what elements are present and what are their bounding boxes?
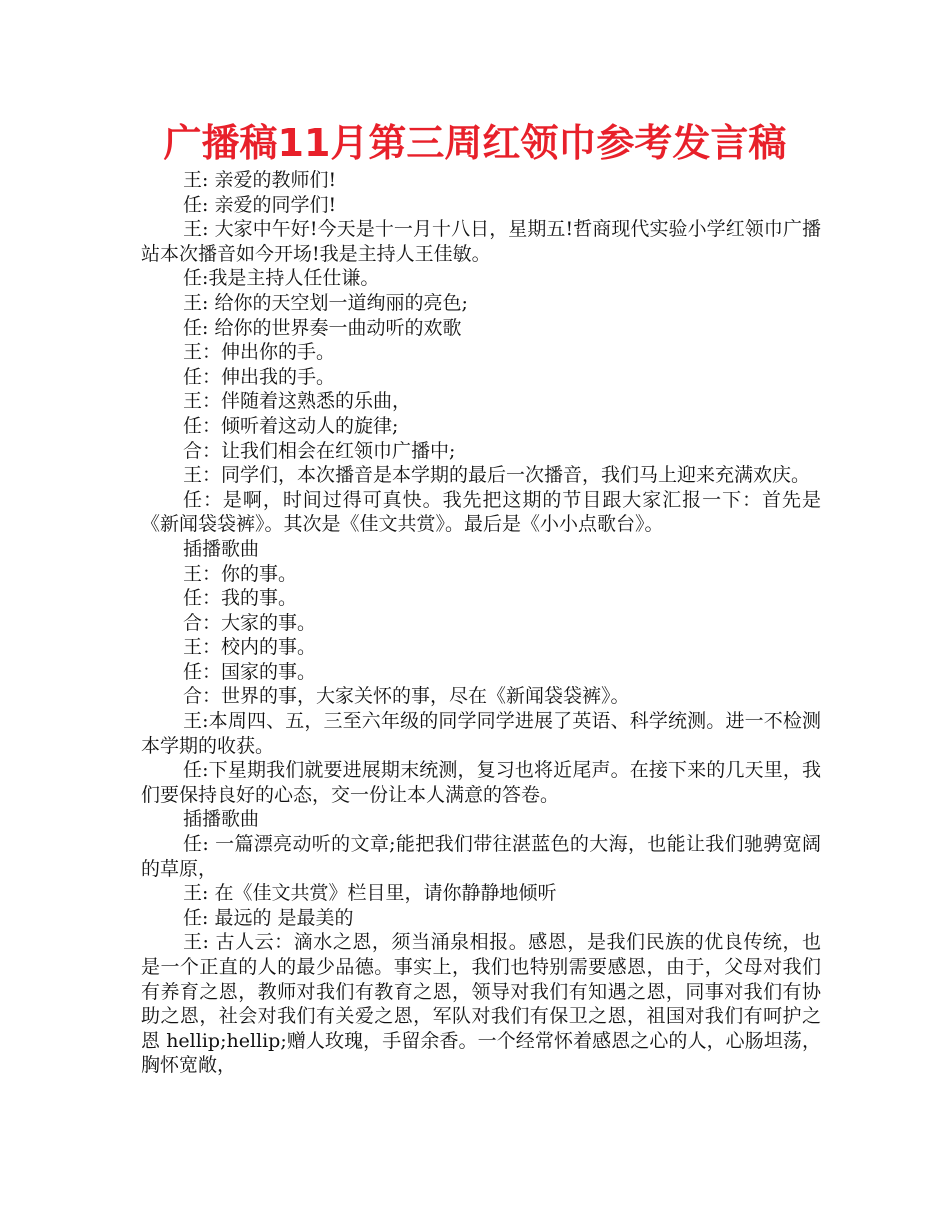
- paragraph: 任:下星期我们就要进展期末统测，复习也将近尾声。在接下来的几天里，我们要保持良好的心态，交一份让本人满意的答卷。: [141, 759, 821, 806]
- paragraph: 王: 亲爱的教师们!: [183, 169, 337, 191]
- paragraph: 任: 亲爱的同学们!: [183, 193, 337, 216]
- paragraph: 任：伸出我的手。: [183, 365, 336, 388]
- paragraph: 王：伸出你的手。: [183, 341, 336, 364]
- paragraph: 王：同学们，本次播音是本学期的最后一次播音，我们马上迎来充满欢庆。: [183, 464, 811, 487]
- paragraph: 任: 给你的世界奏一曲动听的欢歌: [183, 316, 462, 339]
- paragraph: 插播歌曲: [183, 808, 260, 831]
- paragraph: 合：世界的事，大家关怀的事，尽在《新闻袋袋裤》。: [183, 685, 630, 708]
- paragraph: 王: 在《佳文共赏》栏目里，请你静静地倾听: [183, 882, 557, 905]
- paragraph: 王：校内的事。: [183, 636, 317, 659]
- document-title: 广播稿11月第三周红领巾参考发言稿: [163, 121, 787, 165]
- paragraph: 任：我的事。: [183, 587, 298, 610]
- paragraph: 任: 最远的 是最美的: [183, 906, 354, 929]
- paragraph: 任: 一篇漂亮动听的文章;能把我们带往湛蓝色的大海，也能让我们驰骋宽阔的草原，: [141, 833, 821, 880]
- paragraph: 王：你的事。: [183, 562, 298, 585]
- paragraph: 任:我是主持人任仕谦。: [183, 267, 380, 290]
- paragraph: 合：让我们相会在红领巾广播中;: [183, 439, 456, 462]
- paragraph: 任：国家的事。: [183, 660, 317, 683]
- paragraph: 任：倾听着这动人的旋律;: [183, 414, 399, 437]
- paragraph: 王: 古人云：滴水之恩，须当涌泉相报。感恩，是我们民族的优良传统，也是一个正直的人的最少品德。事实上，我们也特别需要感恩，由于，父母对我们有养育之恩，教师对我们有教育之恩，领导对我们有知遇之恩，同事对我们有协助之恩，社会对我们有关爱之恩，军队对我们有保卫之恩，祖国对我们有呵护之恩 hellip;hellip;赠人玫瑰，手留余香。一个经常怀着感恩之心的人，心肠坦荡，胸怀宽敞，: [141, 931, 821, 1077]
- document-body: [141, 168, 821, 1078]
- paragraph: 王:本周四、五，三至六年级的同学同学进展了英语、科学统测。进一不检测本学期的收获。: [141, 710, 821, 757]
- paragraph: 合：大家的事。: [183, 611, 317, 634]
- paragraph: 插播歌曲: [183, 537, 260, 560]
- paragraph: 王: 大家中午好!今天是十一月十八日，星期五!哲商现代实验小学红领巾广播站本次播音如今开场!我是主持人王佳敏。: [141, 218, 821, 265]
- paragraph: 任：是啊，时间过得可真快。我先把这期的节目跟大家汇报一下：首先是《新闻袋袋裤》。其次是《佳文共赏》。最后是《小小点歌台》。: [141, 488, 821, 536]
- paragraph: 王：伴随着这熟悉的乐曲，: [183, 390, 412, 413]
- paragraph: 王: 给你的天空划一道绚丽的亮色;: [183, 291, 468, 314]
